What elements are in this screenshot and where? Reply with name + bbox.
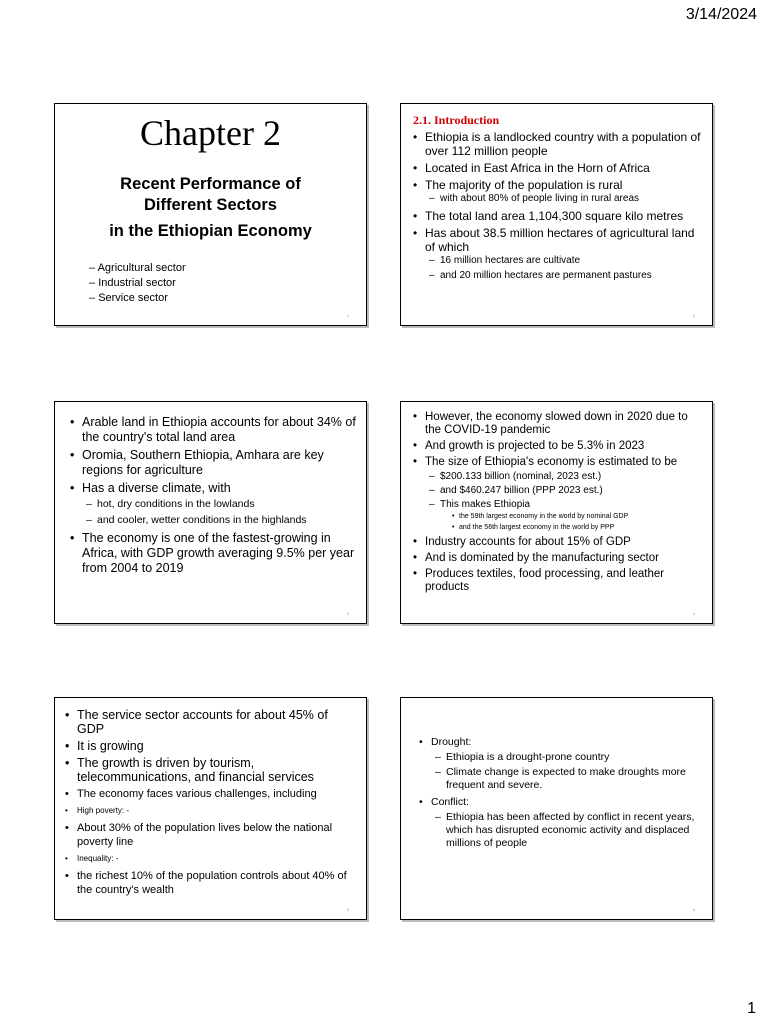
- sub-list-item: – and $460.247 billion (PPP 2023 est.): [429, 484, 704, 497]
- slide-thumbnail-4: [400, 401, 713, 624]
- list-item: • The economy is one of the fastest-growing in Africa, with GDP growth averaging 9.5% per year from 2004 to 2019: [70, 531, 356, 576]
- list-item: • Inequality: -: [65, 852, 358, 866]
- list-item: • The size of Ethiopia's economy is estimated to be – $200.133 billion (nominal, 2023 est.) – and $460.247 billion (PPP 2023 est.) – This makes Ethiopia • the 59th largest economy in the world by nominal GDP • and the 56th largest economy in the world by PPP: [413, 456, 704, 533]
- sub-list-item: – Climate change is expected to make droughts more frequent and severe.: [435, 766, 702, 792]
- subtitle-line-2: Different Sectors: [144, 196, 277, 214]
- sub-list-item: – Ethiopia is a drought-prone country: [435, 751, 702, 764]
- list-item: • The growth is driven by tourism, telecommunications, and financial services: [65, 756, 358, 784]
- slide-thumbnail-2: [400, 103, 713, 326]
- sub-list: [435, 811, 702, 850]
- subtitle-line-3: in the Ethiopian Economy: [109, 222, 312, 240]
- sub-list-item: – This makes Ethiopia • the 59th largest economy in the world by nominal GDP • and the 56th largest economy in the world by PPP: [429, 498, 704, 533]
- sub-list: [429, 254, 704, 283]
- sub-list: [429, 192, 704, 206]
- sub-list-item: – with about 80% of people living in rural areas: [429, 192, 704, 206]
- bullet-list: [70, 415, 356, 576]
- bullet-list: [413, 130, 704, 283]
- list-item: • And is dominated by the manufacturing sector: [413, 552, 704, 565]
- slide-number: 4: [692, 611, 695, 616]
- sub-list-item: – hot, dry conditions in the lowlands: [86, 497, 356, 512]
- slide-thumbnail-6: [400, 697, 713, 920]
- list-item: • Ethiopia is a landlocked country with a population of over 112 million people: [413, 130, 704, 158]
- list-item: • However, the economy slowed down in 2020 due to the COVID-19 pandemic: [413, 411, 704, 437]
- list-item: • Arable land in Ethiopia accounts for about 34% of the country's total land area: [70, 415, 356, 445]
- sub-list-item: – 16 million hectares are cultivate: [429, 254, 704, 268]
- list-item: • The majority of the population is rural – with about 80% of people living in rural areas: [413, 178, 704, 206]
- slide-subtitle: [55, 174, 366, 216]
- list-item: – Service sector: [89, 291, 186, 306]
- list-item: • About 30% of the population lives below the national poverty line: [65, 821, 358, 849]
- list-item: • Conflict: – Ethiopia has been affected by conflict in recent years, which has disrupted economic activity and displaced millions of people: [419, 795, 702, 850]
- print-date: 3/14/2024: [685, 6, 757, 23]
- list-item: • Produces textiles, food processing, and leather products: [413, 568, 704, 594]
- list-item: • Industry accounts for about 15% of GDP: [413, 536, 704, 549]
- slide-number: 2: [692, 313, 695, 318]
- sub-list: [86, 497, 356, 528]
- slide-number: 5: [346, 907, 349, 912]
- bullet-list: [413, 411, 704, 594]
- bullet-list: [65, 708, 358, 897]
- chapter-title: Chapter 2: [140, 113, 281, 153]
- list-item: • Has a diverse climate, with – hot, dry conditions in the lowlands – and cooler, wetter conditions in the highlands: [70, 481, 356, 528]
- slide-number: 1: [346, 313, 349, 318]
- sub-list-item: – $200.133 billion (nominal, 2023 est.): [429, 470, 704, 483]
- sub-list: [435, 751, 702, 792]
- list-item: • Drought: – Ethiopia is a drought-prone country – Climate change is expected to make droughts more frequent and severe.: [419, 735, 702, 792]
- sub-list-item: – and 20 million hectares are permanent pastures: [429, 269, 704, 283]
- sub-list: [429, 470, 704, 533]
- bullet-list: [419, 735, 702, 850]
- sub-sub-list: [452, 511, 704, 533]
- slide-number: 6: [692, 907, 695, 912]
- page-number: 1: [747, 1000, 756, 1017]
- list-item: • Oromia, Southern Ethiopia, Amhara are key regions for agriculture: [70, 448, 356, 478]
- list-item: – Agricultural sector: [89, 261, 186, 276]
- sub-list-item: – and cooler, wetter conditions in the highlands: [86, 513, 356, 528]
- slide-number: 3: [346, 611, 349, 616]
- slide-thumbnail-3: [54, 401, 367, 624]
- sub-sub-list-item: • the 59th largest economy in the world by nominal GDP: [452, 511, 704, 522]
- slide-thumbnail-5: [54, 697, 367, 920]
- list-item: • Located in East Africa in the Horn of Africa: [413, 161, 704, 175]
- list-item: • It is growing: [65, 739, 358, 753]
- list-item: • Has about 38.5 million hectares of agricultural land of which – 16 million hectares are cultivate – and 20 million hectares are permanent pastures: [413, 226, 704, 283]
- list-item: • And growth is projected to be 5.3% in 2023: [413, 440, 704, 453]
- list-item: • The service sector accounts for about 45% of GDP: [65, 708, 358, 736]
- list-item: • The economy faces various challenges, including: [65, 787, 358, 801]
- list-item: – Industrial sector: [89, 276, 186, 291]
- subtitle-line-1: Recent Performance of: [120, 175, 301, 193]
- list-item: • High poverty: -: [65, 804, 358, 818]
- sector-list: [89, 261, 186, 306]
- list-item: • the richest 10% of the population controls about 40% of the country's wealth: [65, 869, 358, 897]
- sub-list-item: – Ethiopia has been affected by conflict in recent years, which has disrupted economic activity and displaced millions of people: [435, 811, 702, 850]
- section-heading: 2.1. Introduction: [413, 113, 500, 127]
- list-item: • The total land area 1,104,300 square kilo metres: [413, 209, 704, 223]
- sub-sub-list-item: • and the 56th largest economy in the world by PPP: [452, 522, 704, 533]
- slide-thumbnail-1: [54, 103, 367, 326]
